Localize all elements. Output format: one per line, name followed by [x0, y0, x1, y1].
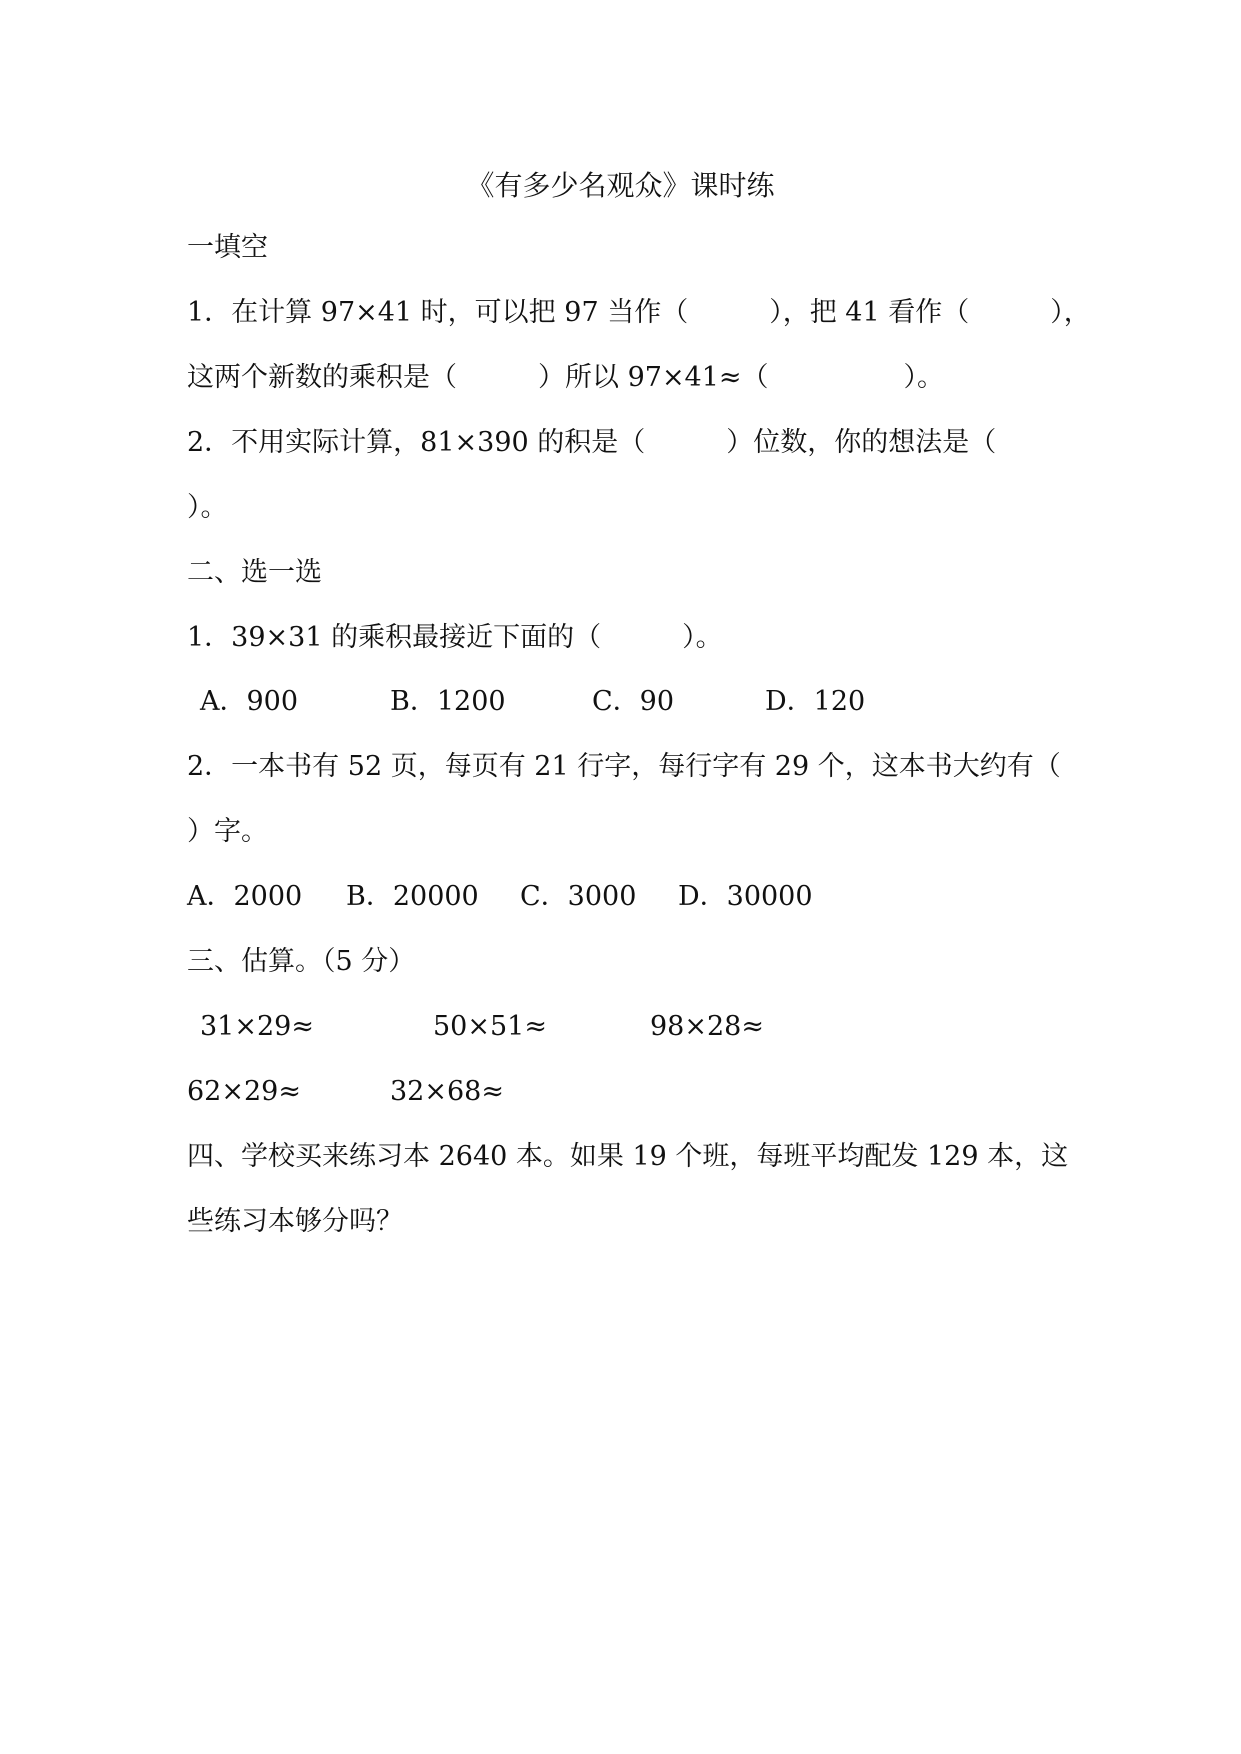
question-1-2-line-1: 2．不用实际计算，81×390 的积是（ ）位数，你的想法是（	[187, 427, 997, 458]
word-problem-line-2: 些练习本够分吗？	[187, 1206, 403, 1237]
question-2-2-line-1: 2．一本书有 52 页，每页有 21 行字，每行字有 29 个，这本书大约有（	[187, 751, 1061, 782]
estimate-item-1: 31×29≈	[200, 1011, 314, 1042]
section-fill-blank-heading: 一填空	[187, 232, 268, 263]
question-2-2-option-d: D．30000	[678, 881, 813, 912]
question-2-2-line-2: ）字。	[187, 816, 268, 847]
section-choose-heading: 二、选一选	[187, 557, 322, 588]
estimate-item-4: 62×29≈	[187, 1076, 301, 1107]
question-2-1: 1．39×31 的乘积最接近下面的（ ）。	[187, 622, 723, 653]
question-2-2-option-b: B．20000	[346, 881, 479, 912]
question-2-1-option-b: B．1200	[390, 686, 506, 717]
question-1-2-line-2: ）。	[187, 492, 228, 523]
estimate-item-5: 32×68≈	[390, 1076, 504, 1107]
page-title: 《有多少名观众》课时练	[466, 169, 775, 202]
section-estimate-heading: 三、估算。（5 分）	[187, 946, 416, 977]
word-problem-line-1: 四、学校买来练习本 2640 本。如果 19 个班，每班平均配发 129 本，这	[187, 1141, 1069, 1172]
question-1-1-line-2: 这两个新数的乘积是（ ）所以 97×41≈（ ）。	[187, 362, 945, 393]
question-2-1-option-d: D．120	[765, 686, 866, 717]
estimate-item-3: 98×28≈	[650, 1011, 764, 1042]
estimate-item-2: 50×51≈	[433, 1011, 547, 1042]
question-1-1-line-1: 1．在计算 97×41 时，可以把 97 当作（ ），把 41 看作（ ），	[187, 297, 1091, 328]
question-2-2-option-c: C．3000	[520, 881, 637, 912]
question-2-1-option-a: A．900	[200, 686, 299, 717]
question-2-2-option-a: A．2000	[187, 881, 303, 912]
question-2-1-option-c: C．90	[592, 686, 675, 717]
